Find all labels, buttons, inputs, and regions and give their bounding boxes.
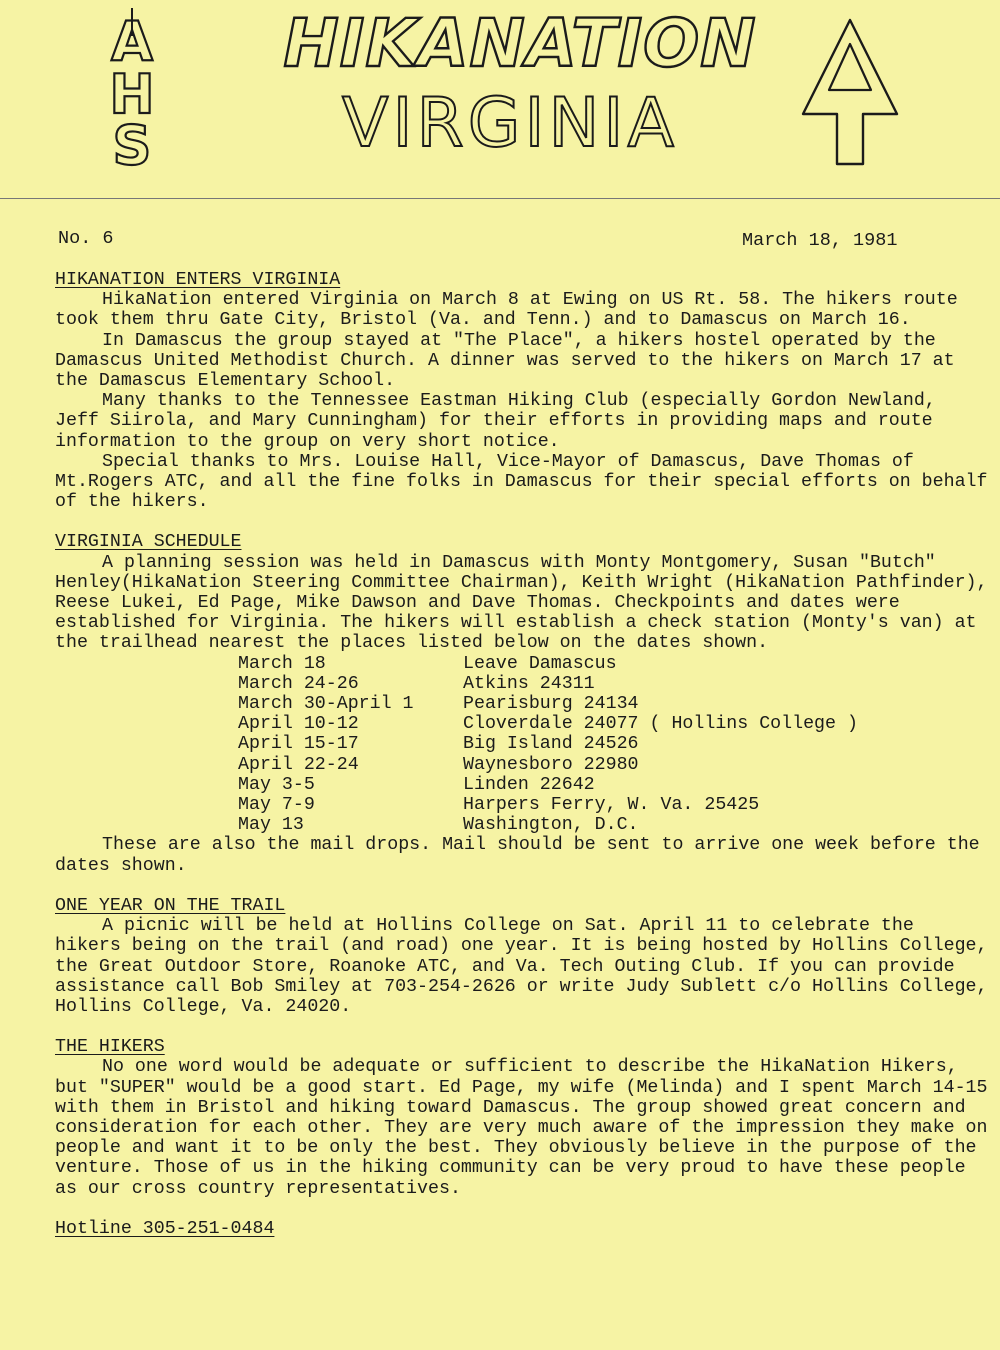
schedule-date: April 15-17: [238, 734, 359, 755]
schedule-date: March 30-April 1: [238, 694, 414, 715]
logo-letter-s: S: [112, 114, 152, 168]
enters-paragraph-2: In Damascus the group stayed at "The Place", a hikers hostel operated by the Damascus United Methodist Church. A dinner was served to the hikers on March 17 at the Damascus Elementary School.: [55, 330, 955, 392]
schedule-place: Atkins 24311: [463, 673, 595, 694]
section-heading-hikers: THE HIKERS: [55, 1037, 165, 1058]
schedule-row: [238, 795, 990, 815]
issue-date: March 18, 1981: [742, 230, 898, 251]
schedule-place: Waynesboro 22980: [463, 754, 639, 775]
schedule-date: April 10-12: [238, 714, 359, 735]
masthead-divider: [0, 198, 1000, 199]
schedule-table: [238, 654, 990, 836]
schedule-row: [238, 775, 990, 795]
newsletter-body: [55, 270, 990, 1239]
schedule-row: [238, 674, 990, 694]
schedule-row: [238, 734, 990, 754]
section-heading-year: ONE YEAR ON THE TRAIL: [55, 895, 286, 916]
schedule-place: Leave Damascus: [463, 653, 617, 674]
ahs-logo-icon: [92, 8, 172, 168]
hikers-paragraph-1: No one word would be adequate or sufficient to describe the HikaNation Hikers, but "SUPER" would be a good start. Ed Page, my wife (Melinda) and I spent March 14-15 with them in Bristol and hiking toward Damascus. The group showed great concern and consideration for each other. They are very much aware of the impression they make on people and want it to be only the best. They obviously believe in the purpose of the venture. Those of us in the hiking community can be very proud to have these people as our cross country representatives.: [55, 1057, 988, 1199]
logo-letter-a: A: [111, 10, 153, 73]
masthead-title: HIKANATION: [283, 5, 757, 82]
schedule-date: April 22-24: [238, 754, 359, 775]
issue-number: No. 6: [58, 228, 114, 249]
enters-paragraph-4: Special thanks to Mrs. Louise Hall, Vice-Mayor of Damascus, Dave Thomas of Mt.Rogers ATC, and all the fine folks in Damascus for their special efforts on behalf of the hikers.: [55, 451, 988, 513]
schedule-place: Cloverdale 24077 ( Hollins College ): [463, 714, 858, 735]
schedule-row: [238, 714, 990, 734]
schedule-date: May 3-5: [238, 774, 315, 795]
year-paragraph-1: A picnic will be held at Hollins College on Sat. April 11 to celebrate the hikers being on the trail (and road) one year. It is being hosted by Hollins College, the Great Outdoor Store, Roanoke ATC, and Va. Tech Outing Club. If you can provide assistance call Bob Smiley at 703-254-2626 or write Judy Sublett c/o Hollins College, Hollins College, Va. 24020.: [55, 916, 988, 1017]
schedule-place: Linden 22642: [463, 774, 595, 795]
logo-letter-h: H: [109, 63, 155, 126]
schedule-row: [238, 654, 990, 674]
section-heading-enters: HIKANATION ENTERS VIRGINIA: [55, 270, 341, 290]
schedule-paragraph-2: These are also the mail drops. Mail should be sent to arrive one week before the dates shown.: [55, 835, 980, 876]
enters-paragraph-1: HikaNation entered Virginia on March 8 at Ewing on US Rt. 58. The hikers route took them thru Gate City, Bristol (Va. and Tenn.) and to Damascus on March 16.: [55, 290, 958, 331]
schedule-row: [238, 815, 990, 835]
schedule-row: [238, 755, 990, 775]
schedule-paragraph-1: A planning session was held in Damascus with Monty Montgomery, Susan "Butch" Henley(HikaNation Steering Committee Chairman), Keith Wright (HikaNation Pathfinder), Reese Lukei, Ed Page, Mike Dawson and Dave Thomas. Checkpoints and dates were established for Virginia. The hikers will establish a check station (Monty's van) at the trailhead nearest the places listed below on the dates shown.: [55, 552, 988, 654]
schedule-row: [238, 694, 990, 714]
appalachian-trail-arrow-icon: [785, 14, 915, 169]
hotline-phone: Hotline 305-251-0484: [55, 1218, 275, 1239]
schedule-date: March 24-26: [238, 673, 359, 694]
schedule-place: Washington, D.C.: [463, 815, 639, 836]
schedule-date: May 13: [238, 815, 304, 836]
schedule-date: March 18: [238, 653, 326, 674]
section-heading-schedule: VIRGINIA SCHEDULE: [55, 532, 242, 553]
schedule-date: May 7-9: [238, 795, 315, 816]
schedule-place: Harpers Ferry, W. Va. 25425: [463, 795, 760, 816]
enters-paragraph-3: Many thanks to the Tennessee Eastman Hiking Club (especially Gordon Newland, Jeff Siirola, and Mary Cunningham) for their efforts in providing maps and route information to the group on very short notice.: [55, 391, 936, 452]
schedule-place: Pearisburg 24134: [463, 694, 639, 715]
masthead-subtitle: VIRGINIA: [341, 84, 678, 163]
schedule-place: Big Island 24526: [463, 734, 639, 755]
